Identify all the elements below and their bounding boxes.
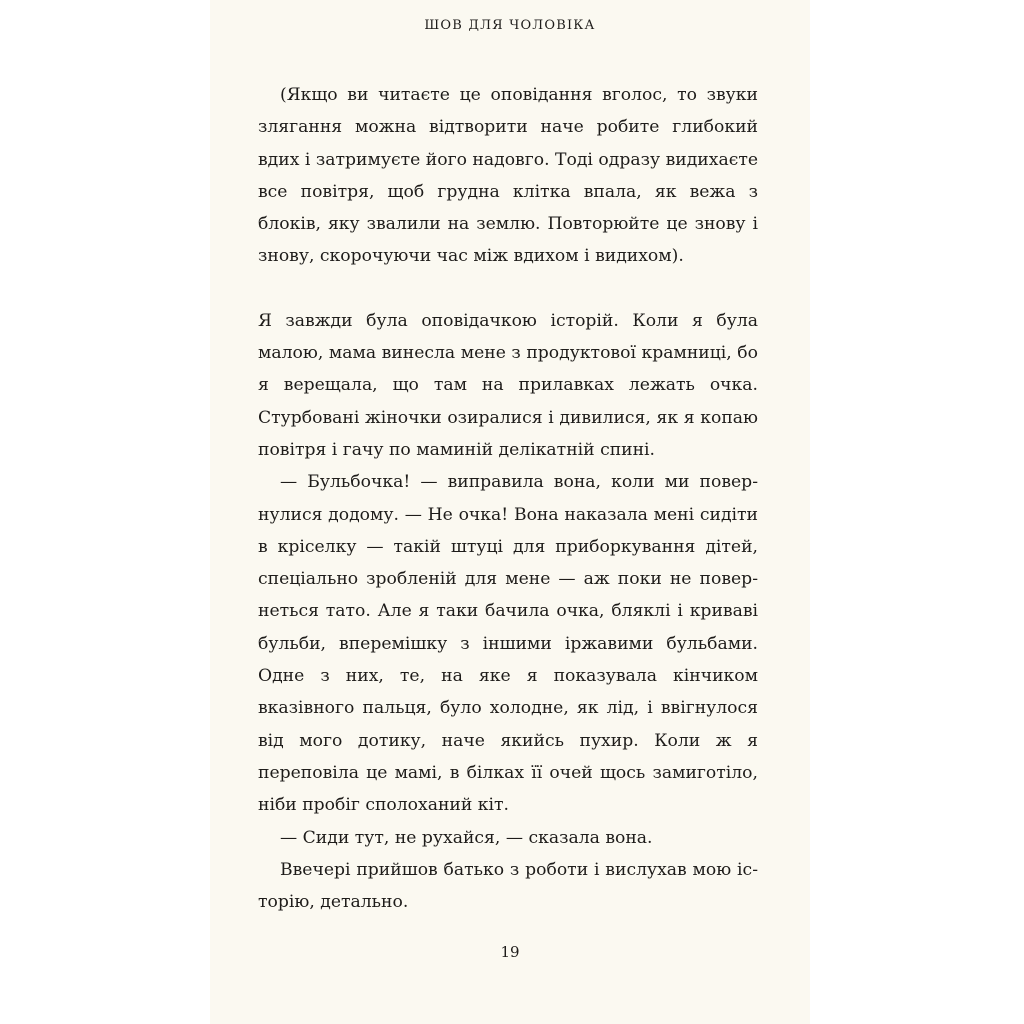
paragraph: Я завжди була оповідачкою історій. Коли я була малою, мама винесла мене з продуктової крамниці, бо я верещала, що там на прилавках лежать очка. Стурбовані жіночки озиралися і дивилися, як я копаю повітря і гачу по маминій делікатній спині.	[258, 310, 758, 460]
running-head: ШОВ ДЛЯ ЧОЛОВІКА	[424, 18, 596, 33]
book-page	[210, 0, 810, 1024]
page-number: 19	[500, 943, 520, 961]
paragraph: Ввечері прийшов батько з роботи і вислухав мою історію, детально.	[258, 859, 758, 913]
paragraph: — Бульбочка! — виправила вона, коли ми повернулися додому. — Не очка! Вона наказала мені сидіти в кріселку — такій штуці для приборкування дітей, спеціально зробленій для мене — аж поки не повернеться тато. Але я таки бачила очка, бляклі і криваві бульби, вперемішку з іншими іржавими бульбами. Одне з них, те, на яке я показувала кінчиком вказівного пальця, було холодне, як лід, і ввігнулося від мого дотику, наче якийсь пухир. Коли ж я переповіла це мамі, в білках її очей щось замиготіло, ніби пробіг сполоханий кіт.	[258, 472, 758, 816]
section-break	[258, 273, 758, 305]
paragraph: (Якщо ви читаєте це оповідання вголос, то звуки злягання можна відтворити наче робите глибокий вдих і затримуєте його надовго. Тоді одразу видихаєте все повітря, щоб грудна клітка впала, як вежа з блоків, яку звалили на землю. Повторюйте це знову і знову, скорочуючи час між вдихом і видихом).	[258, 85, 758, 267]
paragraph: — Сиди тут, не рухайся, — сказала вона.	[280, 827, 653, 848]
page-body	[258, 79, 758, 918]
